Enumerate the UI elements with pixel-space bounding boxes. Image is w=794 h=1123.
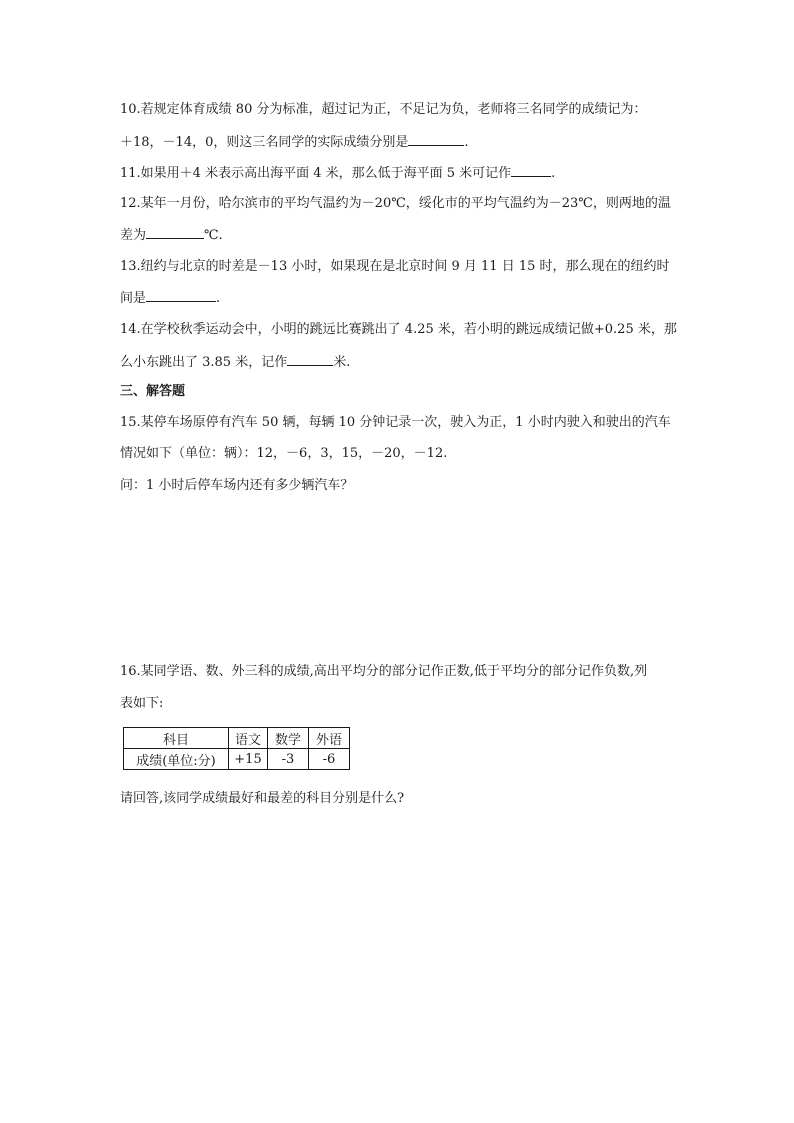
q15-question: 问：1 小时后停车场内还有多少辆汽车？ — [120, 478, 354, 493]
q14-line2-text: 么小东跳出了 3.85 米，记作 — [120, 355, 288, 370]
q10-answer-blank[interactable] — [408, 133, 464, 146]
q14-line1: 14.在学校秋季运动会中，小明的跳远比赛跳出了 4.25 米，若小明的跳远成绩记做+0.25 米，那 — [120, 322, 677, 337]
scores-table — [123, 727, 350, 770]
table-header-row — [124, 728, 350, 749]
q12-line2-text: 差为 — [120, 228, 147, 243]
q16-question: 请回答,该同学成绩最好和最差的科目分别是什么? — [120, 791, 405, 806]
table-cell: -6 — [309, 749, 350, 770]
table-cell: -3 — [268, 749, 309, 770]
q13-line2 — [120, 289, 220, 308]
table-header-cell: 语文 — [229, 728, 268, 749]
table-header-cell: 外语 — [309, 728, 350, 749]
section-heading: 三、解答题 — [120, 384, 186, 399]
q12-line2 — [120, 226, 223, 245]
q10-line2 — [120, 133, 469, 152]
q12-line1: 12.某年一月份，哈尔滨市的平均气温约为－20℃，绥化市的平均气温约为－23℃，则两地的温 — [120, 196, 671, 211]
table-row — [124, 749, 350, 770]
q16-line2: 表如下: — [120, 696, 164, 711]
table-cell: 成绩(单位:分) — [124, 749, 229, 770]
q13-line2-text: 间是 — [120, 291, 147, 306]
table-cell: +15 — [229, 749, 268, 770]
q10-line2-text: ＋18，－14，0，则这三名同学的实际成绩分别是 — [120, 135, 409, 150]
table-header-cell: 科目 — [124, 728, 229, 749]
q12-line2-end: ℃. — [204, 228, 223, 243]
q11-answer-blank[interactable] — [511, 164, 551, 177]
q15-line1: 15.某停车场原停有汽车 50 辆，每辆 10 分钟记录一次，驶入为正，1 小时内驶入和驶出的汽车 — [120, 415, 671, 430]
q14-line2 — [120, 353, 350, 372]
q10-line1: 10.若规定体育成绩 80 分为标准，超过记为正，不足记为负，老师将三名同学的成绩记为： — [120, 102, 647, 117]
q13-line2-end: . — [216, 291, 221, 306]
q13-line1: 13.纽约与北京的时差是－13 小时，如果现在是北京时间 9 月 11 日 15 时，那么现在的纽约时 — [120, 259, 670, 274]
q10-line2-end: . — [464, 135, 469, 150]
q14-answer-blank[interactable] — [287, 353, 333, 366]
q11-line — [120, 164, 555, 183]
q11-end: . — [551, 166, 556, 181]
q13-answer-blank[interactable] — [146, 289, 216, 302]
q12-answer-blank[interactable] — [146, 226, 204, 239]
q16-line1: 16.某同学语、数、外三科的成绩,高出平均分的部分记作正数,低于平均分的部分记作负数,列 — [120, 664, 648, 679]
q15-line2: 情况如下（单位：辆）：12，－6，3，15，－20，－12. — [120, 446, 448, 461]
table-header-cell: 数学 — [268, 728, 309, 749]
q14-line2-end: 米. — [333, 355, 351, 370]
q11-text: 11.如果用＋4 米表示高出海平面 4 米，那么低于海平面 5 米可记作 — [120, 166, 512, 181]
